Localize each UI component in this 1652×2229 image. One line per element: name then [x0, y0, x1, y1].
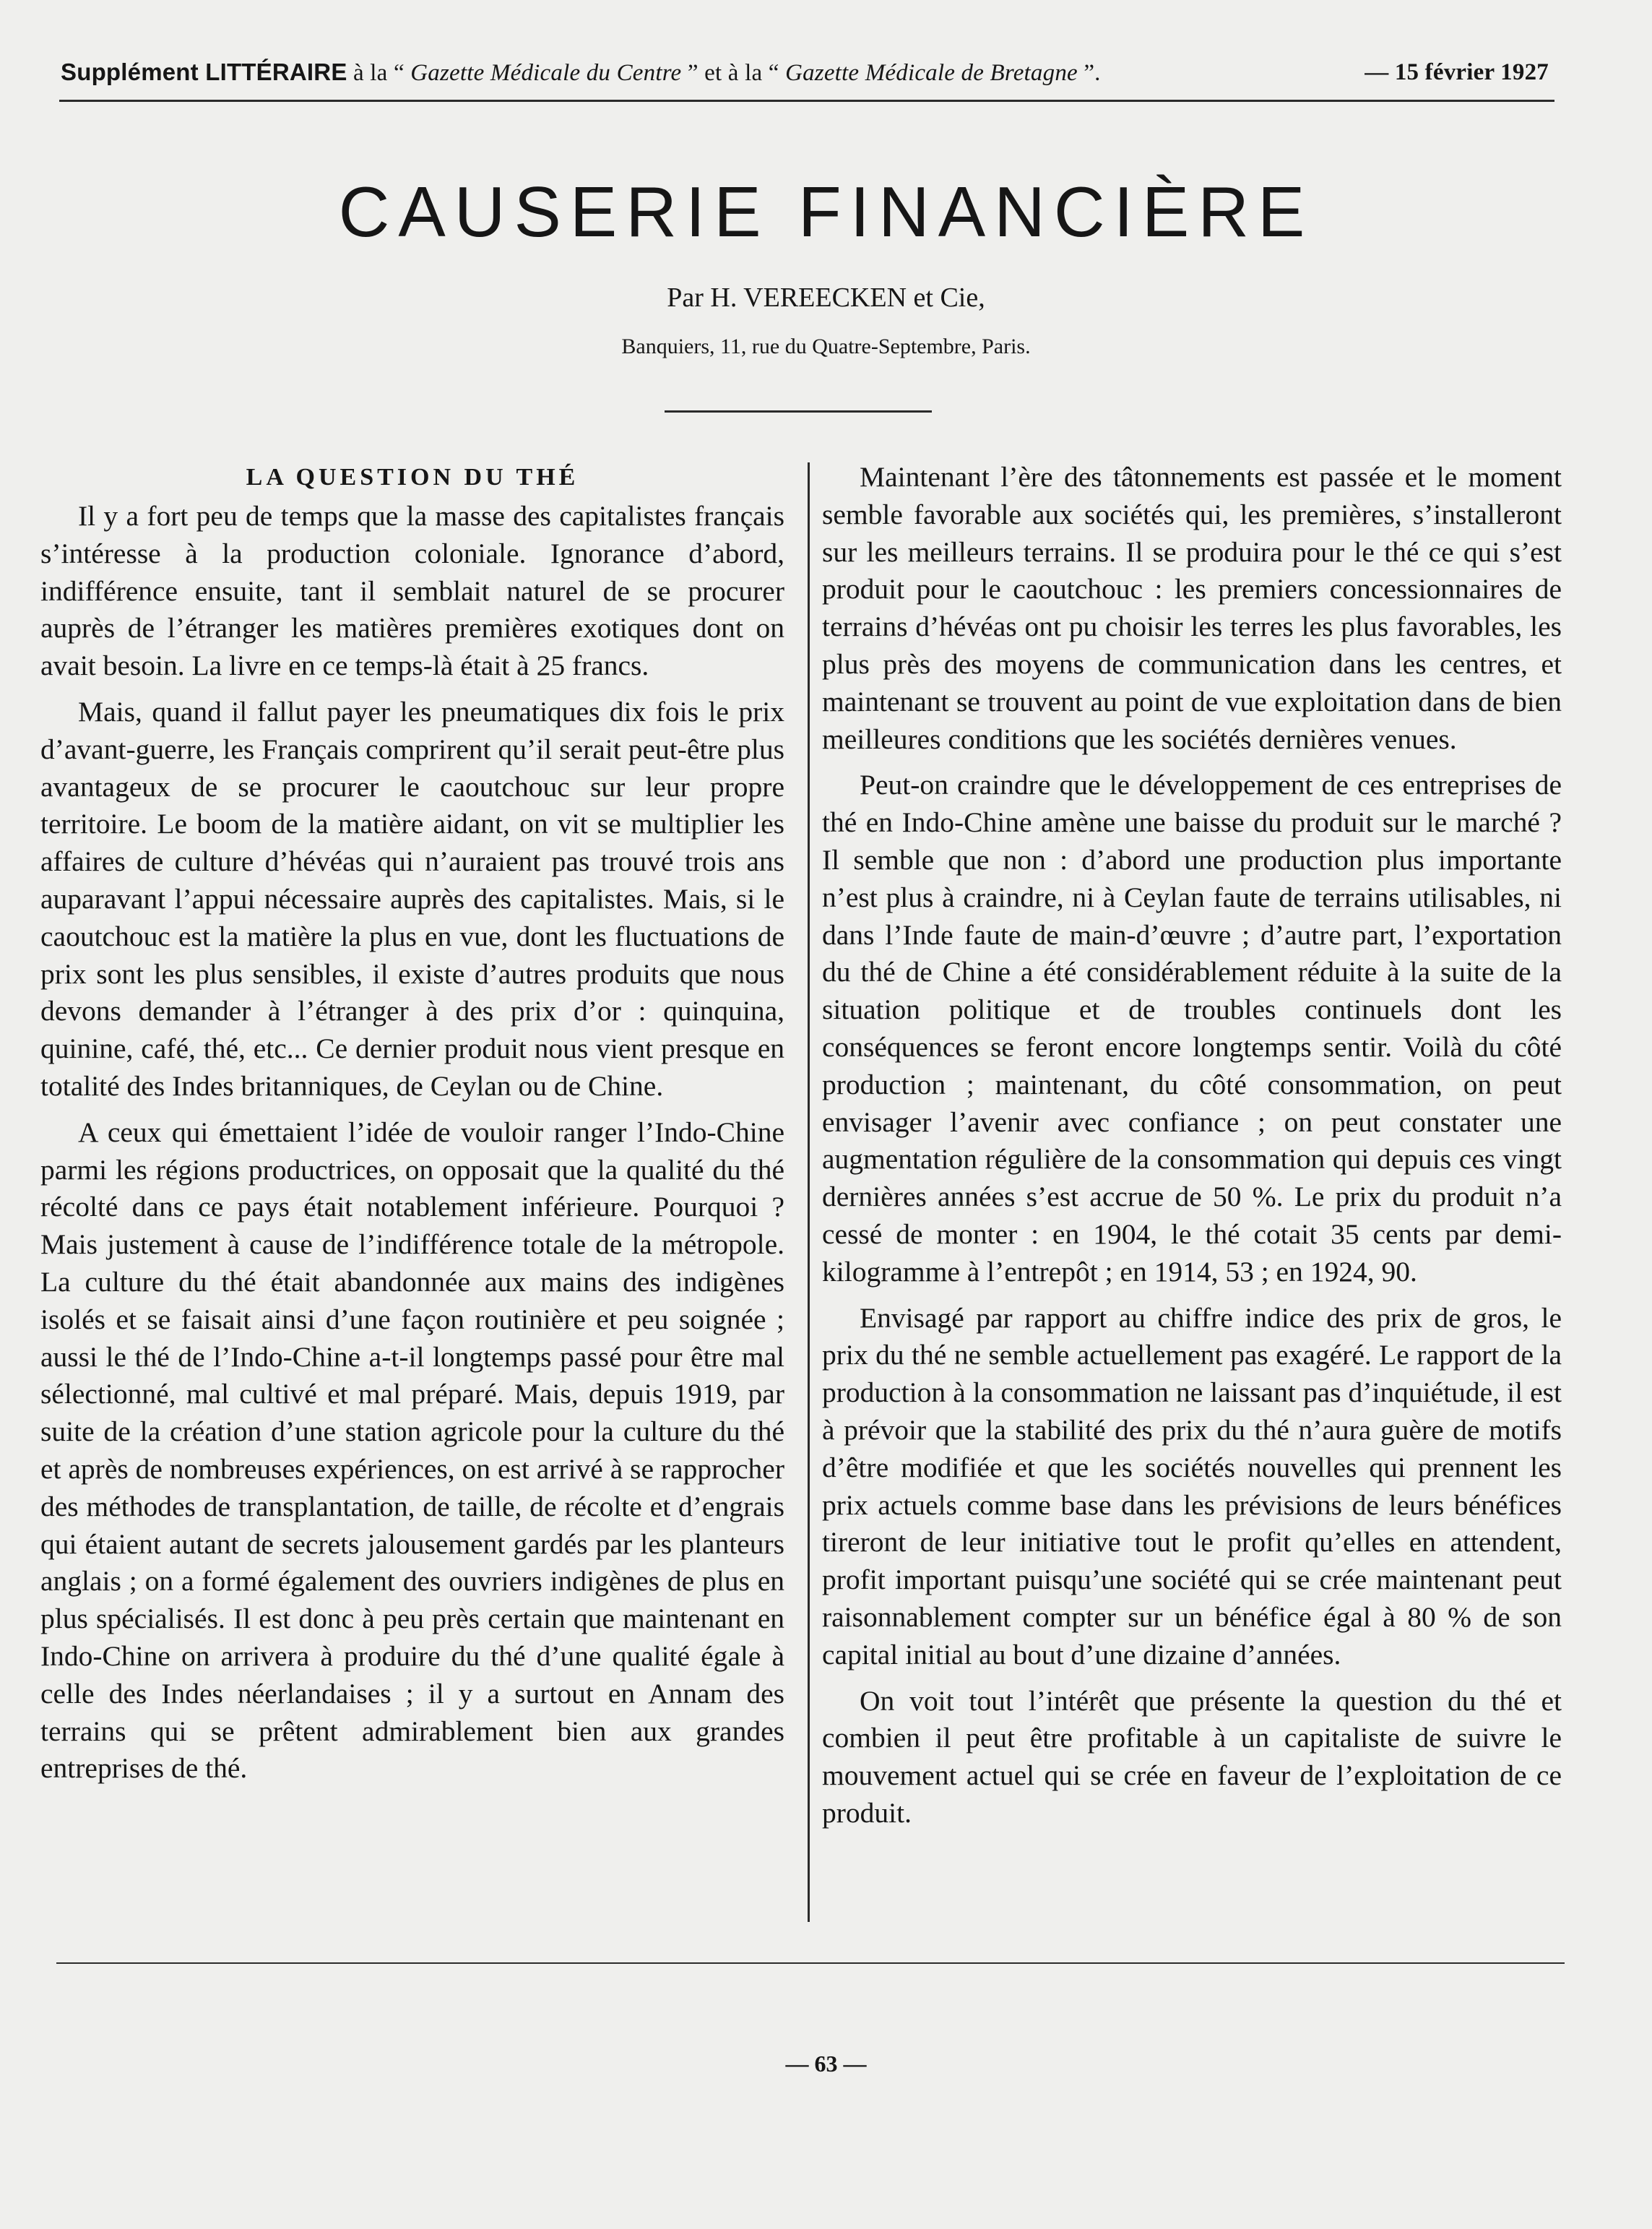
left-column — [40, 459, 784, 1796]
footer-rule — [56, 1962, 1565, 1964]
header-date: — 15 février 1927 — [1365, 59, 1549, 85]
right-column — [822, 459, 1562, 1841]
header-prefix: Supplément — [61, 59, 206, 85]
paragraph: Peut-on craindre que le développement de ces entreprises de thé en Indo-Chine amène une baisse du produit sur le marché ? Il semble que non : d’abord une production plus importante n’est plus à craindre, ni à Ceylan faute de terrains utilisables, ni dans l’Inde faute de main-d’œuvre ; d’autre part, l’exportation du thé de Chine a été considérablement réduite à la suite de la situation politique et de troubles continuels dont les conséquences se feront encore longtemps sentir. Voilà du côté production ; maintenant, du côté consommation, on peut envisager l’avenir avec confiance ; on peut constater une augmentation régulière de la consommation qui depuis ces vingt dernières années s’est accrue de 50 %. Le prix du produit n’a cessé de monter : en 1904, le thé cotait 35 cents par demi-kilogramme à l’entrepôt ; en 1914, 53 ; en 1924, 90. — [822, 769, 1562, 1288]
paragraph: A ceux qui émettaient l’idée de vouloir ranger l’Indo-Chine parmi les régions productrices, on opposait que la qualité du thé récolté dans ce pays était notablement inférieure. Pourquoi ? Mais justement à cause de l’indifférence totale de la métropole. La culture du thé était abandonnée aux mains des indigènes isolés et se faisait ainsi d’une façon routinière et peu soignée ; aussi le thé de l’Indo-Chine a-t-il longtemps passé pour être mal sélectionné, mal cultivé et mal préparé. Mais, depuis 1919, par suite de la création d’une station agricole pour la culture du thé et après de nombreuses expériences, on est arrivé à se rapprocher des méthodes de transplantation, de taille, de récolte et d’engrais qui étaient autant de secrets jalousement gardés par les planteurs anglais ; on a formé également des ouvriers indigènes de plus en plus spécialisés. Il est donc à peu près certain que maintenant en Indo-Chine on arrivera à produire du thé d’une qualité égale à celle des Indes néerlandaises ; il y a surtout en Annam des terrains qui se prêtent admirablement bien aux grandes entreprises de thé. — [40, 1116, 784, 1785]
paragraph: On voit tout l’intérêt que présente la question du thé et combien il peut être profitable à un capitaliste de suivre le mouvement actuel qui se crée en faveur de l’exploitation de ce produit. — [822, 1684, 1562, 1829]
article-title: CAUSERIE FINANCIÈRE — [338, 172, 1314, 251]
column-divider — [808, 462, 810, 1922]
paragraph: Il y a fort peu de temps que la masse des capitalistes français s’intéresse à la production coloniale. Ignorance d’abord, indifférence ensuite, tant il semblait naturel de se procurer auprès de l’étranger les matières premières exotiques dont on avait besoin. La livre en ce temps-là était à 25 francs. — [40, 500, 784, 682]
paragraph: Maintenant l’ère des tâtonnements est passée et le moment semble favorable aux sociétés qui, les premières, s’installeront sur les meilleurs terrains. Il se produira pour le thé ce qui s’est produit pour le caoutchouc : les premiers concessionnaires de terrains d’hévéas ont pu choisir les terres les plus favorables, les plus près des moyens de communication dans les centres, et maintenant se trouvent au point de vue exploitation dans de bien meilleures conditions que les sociétés dernières venues. — [822, 461, 1562, 755]
paragraph: Mais, quand il fallut payer les pneumatiques dix fois le prix d’avant-guerre, les Français comprirent qu’il serait peut-être plus avantageux de se procurer le caoutchouc sur leur propre territoire. Le boom de la matière aidant, on vit se multiplier les affaires de culture d’hévéas qui n’auraient pas trouvé trois ans auparavant l’appui nécessaire auprès des capitalistes. Mais, si le caoutchouc est la matière la plus en vue, dont les fluctuations de prix sont les plus sensibles, il existe d’autres produits que nous devons demander à l’étranger à des prix d’or : quinquina, quinine, café, thé, etc... Ce dernier produit nous vient presque en totalité des Indes britanniques, de Ceylan ou de Chine. — [40, 695, 784, 1102]
paragraph: Envisagé par rapport au chiffre indice des prix de gros, le prix du thé ne semble actuellement pas exagéré. Le rapport de la production à la consommation ne laissant pas d’inquiétude, il est à prévoir que la stabilité des prix du thé n’aura guère de motifs d’être modifiée et que les sociétés nouvelles qui prennent les prix actuels comme base dans les prévisions de leurs bénéfices tireront de leur initiative tout le profit qu’elles en attendent, profit important puisqu’une société qui se crée maintenant peut raisonnablement compter sur un bénéfice égal à 80 % de son capital initial au bout d’une dizaine d’années. — [822, 1301, 1562, 1670]
header-connector-1: à la “ — [347, 60, 411, 86]
article-byline: Par H. VEREECKEN et Cie, — [667, 283, 985, 313]
page-number: — 63 — — [785, 2051, 867, 2077]
header-close-quote: ”. — [1077, 60, 1101, 86]
header-gazette-bretagne: Gazette Médicale de Bretagne — [785, 60, 1078, 86]
section-heading: LA QUESTION DU THÉ — [246, 464, 579, 491]
article-address: Banquiers, 11, rue du Quatre-Septembre, Paris. — [621, 335, 1031, 358]
header-gazette-centre: Gazette Médicale du Centre — [410, 60, 682, 86]
page-header — [61, 56, 1549, 89]
header-rule — [59, 100, 1554, 102]
header-supplement-label: LITTÉRAIRE — [205, 59, 347, 85]
title-rule — [665, 410, 932, 413]
header-connector-2: ” et à la “ — [681, 60, 786, 86]
